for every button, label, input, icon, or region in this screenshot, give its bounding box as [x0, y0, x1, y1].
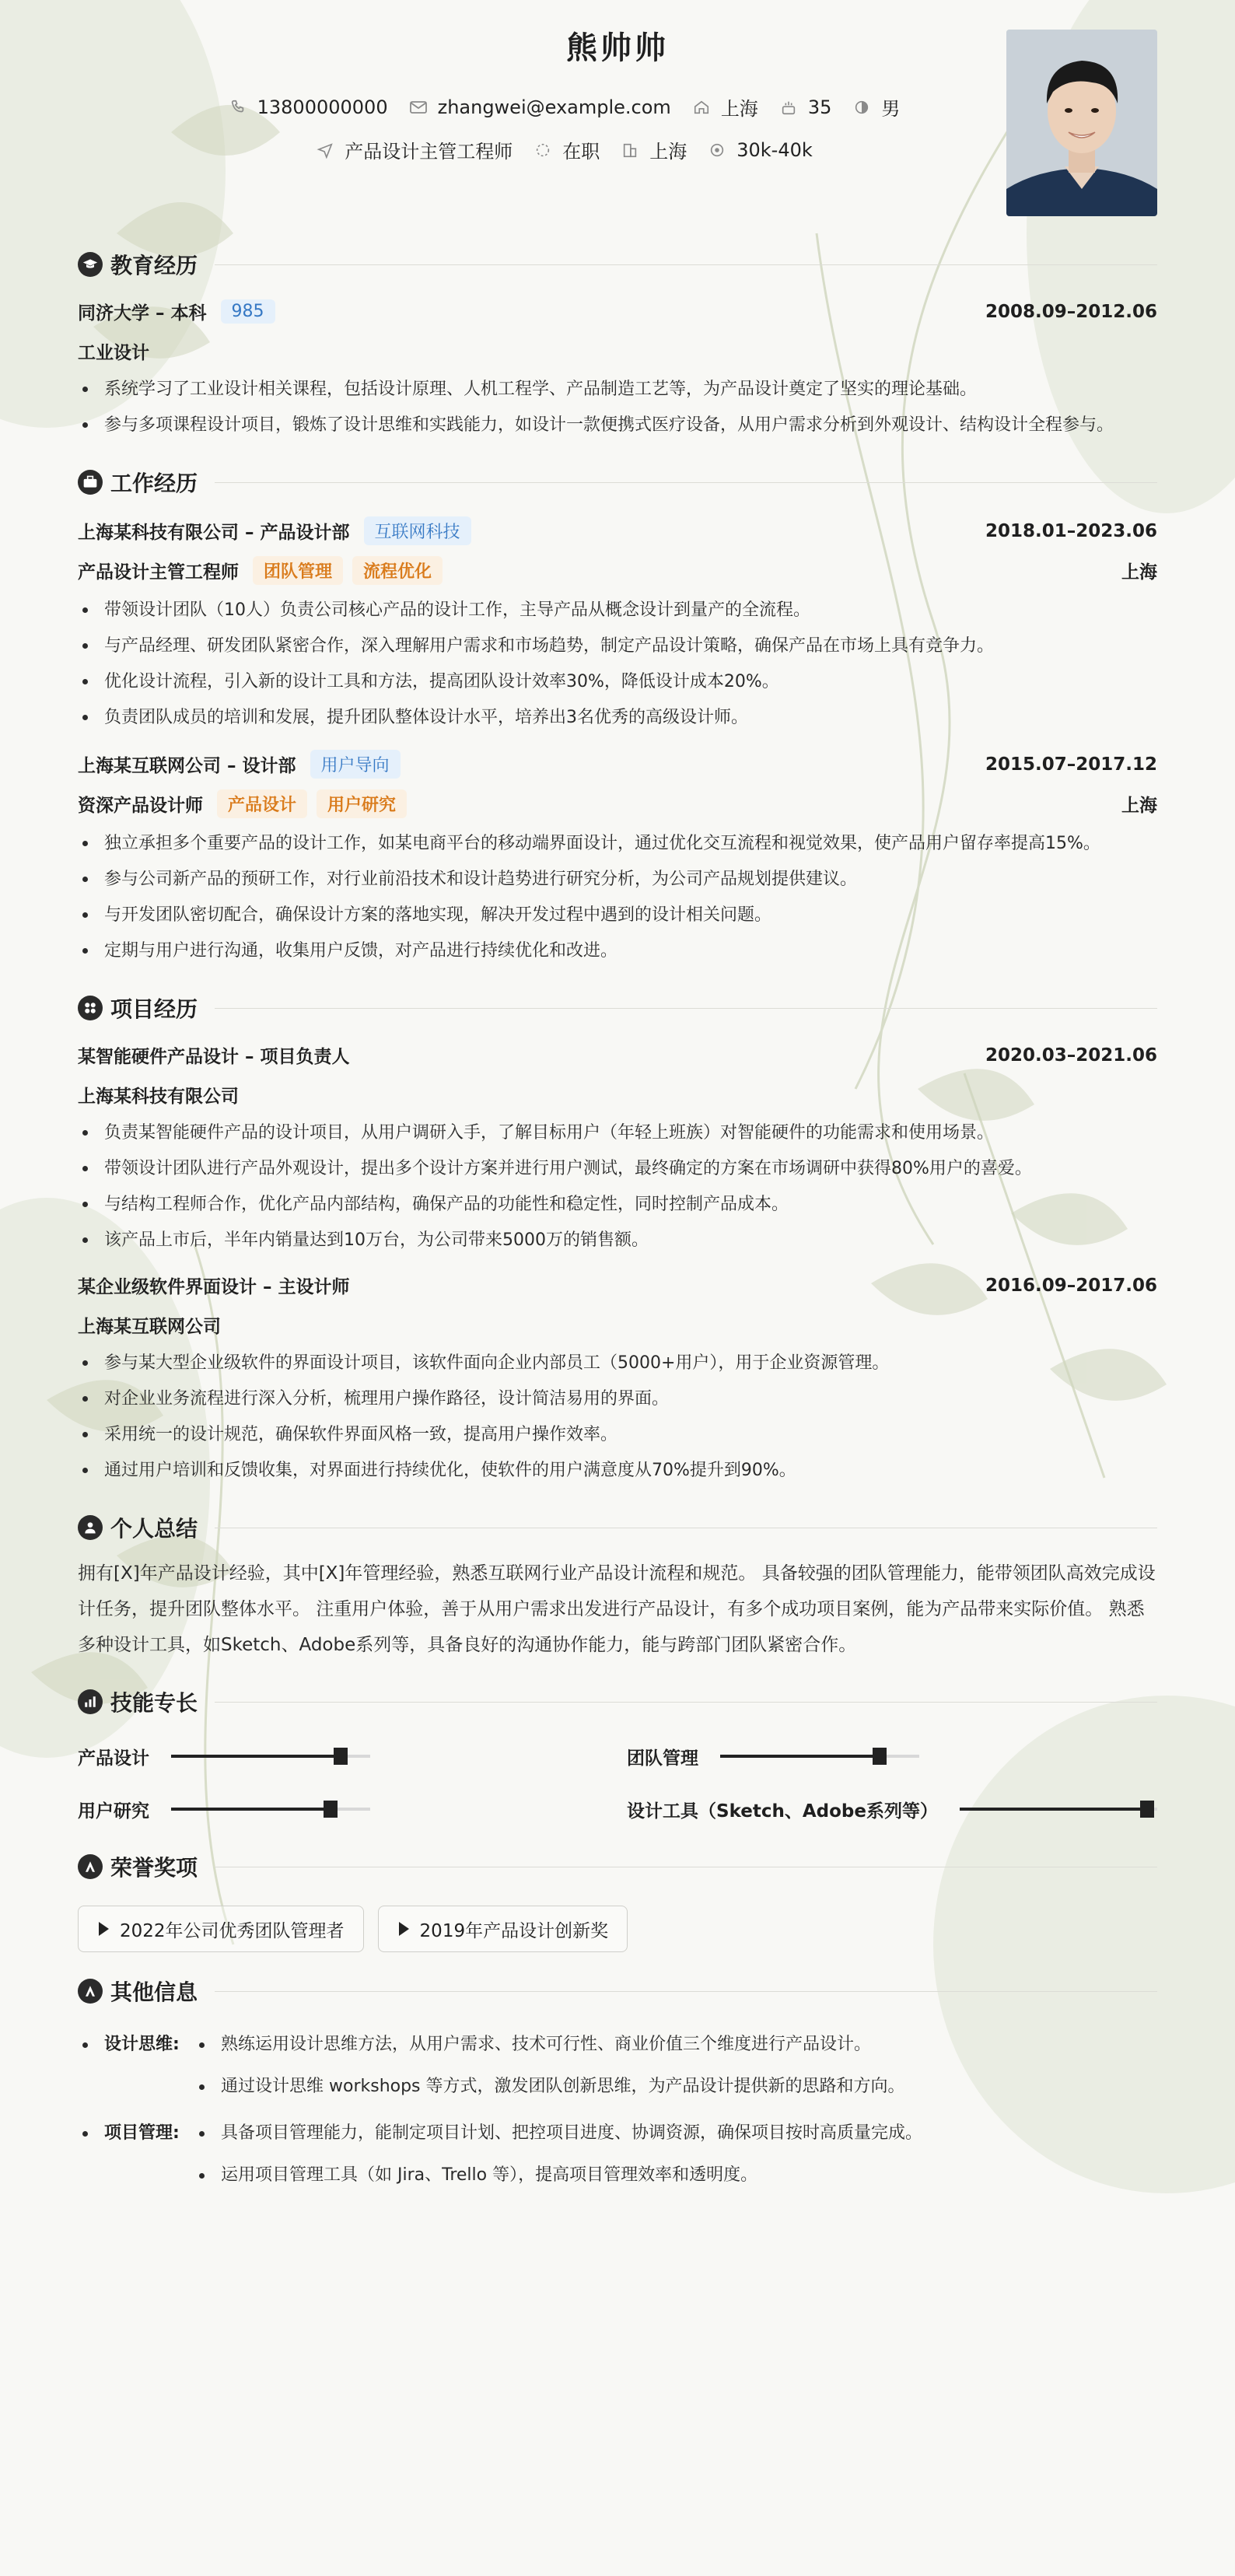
skill-bar	[171, 1808, 370, 1811]
job-role-row	[78, 556, 1157, 585]
school-tag: 985	[221, 299, 275, 324]
role-tag: 团队管理	[253, 556, 343, 585]
list-item: 采用统一的设计规范，确保软件界面风格一致，提高用户操作效率。	[78, 1417, 1157, 1453]
salary-text: 30k-40k	[736, 138, 813, 161]
gender-item	[852, 93, 900, 121]
education-date: 2008.09–2012.06	[985, 301, 1157, 322]
education-row	[78, 299, 1157, 324]
other-group	[78, 2024, 1157, 2108]
coin-icon	[707, 140, 727, 160]
send-icon	[315, 140, 335, 160]
list-item: 系统学习了工业设计相关课程，包括设计原理、人机工程学、产品制造工艺等，为产品设计奠定了坚实的理论基础。	[78, 372, 1157, 408]
awards-title: 荣誉奖项	[110, 1855, 198, 1881]
email-text: zhangwei@example.com	[437, 96, 671, 118]
cake-icon	[778, 97, 799, 117]
skill-name: 设计工具（Sketch、Adobe系列等）	[627, 1801, 938, 1822]
job-company-row	[78, 516, 1157, 545]
list-item: 对企业业务流程进行深入分析，梳理用户操作路径，设计简洁易用的界面。	[78, 1381, 1157, 1417]
gender-icon	[852, 97, 872, 117]
section-divider	[215, 482, 1157, 483]
list-item: 与开发团队密切配合，确保设计方案的落地实现，解决开发过程中遇到的设计相关问题。	[78, 898, 1157, 933]
award-label: 2019年产品设计创新奖	[419, 1920, 609, 1941]
list-item: 独立承担多个重要产品的设计工作，如某电商平台的移动端界面设计，通过优化交互流程和视觉效果，使产品用户留存率提高15%。	[78, 826, 1157, 862]
phone-text: 13800000000	[257, 96, 388, 118]
awards-header	[78, 1843, 1157, 1890]
graduation-cap-icon	[78, 252, 103, 277]
skill-fill	[960, 1808, 1147, 1811]
briefcase-icon	[78, 470, 103, 495]
skill-knob	[324, 1801, 338, 1818]
avatar-photo	[1006, 30, 1157, 216]
candidate-name: 熊帅帅	[566, 30, 669, 66]
skill-item	[78, 1738, 627, 1775]
chart-icon	[78, 1689, 103, 1714]
position-item	[315, 136, 513, 163]
list-item: 带领设计团队（10人）负责公司核心产品的设计工作，主导产品从概念设计到量产的全流程。	[78, 593, 1157, 628]
status-item	[533, 136, 600, 163]
other-label: 设计思维:	[78, 2024, 194, 2108]
list-item: 参与多项课程设计项目，锻炼了设计思维和实践能力，如设计一款便携式医疗设备，从用户需求分析到外观设计、结构设计全程参与。	[78, 408, 1157, 443]
job-bullets	[78, 826, 1157, 969]
gender-text: 男	[881, 98, 901, 120]
list-item: 参与公司新产品的预研工作，对行业前沿技术和设计趋势进行研究分析，为公司产品规划提供建议。	[78, 862, 1157, 898]
awards-list	[78, 1906, 1157, 1952]
project-date: 2020.03–2021.06	[985, 1045, 1157, 1066]
list-item: 带领设计团队进行产品外观设计，提出多个设计方案并进行用户测试，最终确定的方案在市场调研中获得80%用户的喜爱。	[78, 1151, 1157, 1187]
school-name: 同济大学 – 本科	[78, 303, 207, 324]
award-chip	[78, 1906, 364, 1952]
list-item: 与结构工程师合作，优化产品内部结构，确保产品的功能性和稳定性，同时控制产品成本。	[78, 1187, 1157, 1223]
skill-item	[627, 1790, 1157, 1828]
major-name: 工业设计	[78, 343, 149, 363]
skill-bar	[720, 1755, 919, 1758]
skill-name: 用户研究	[78, 1801, 149, 1822]
skills-section	[78, 1678, 1157, 1828]
role-name: 资深产品设计师	[78, 796, 203, 816]
target-city-text: 上海	[649, 141, 687, 163]
salary-item	[707, 139, 813, 161]
other-header	[78, 1968, 1157, 2014]
list-item: 优化设计流程，引入新的设计工具和方法，提高团队设计效率30%，降低设计成本20%。	[78, 664, 1157, 700]
project-row	[78, 1272, 1157, 1298]
skill-bar	[171, 1755, 370, 1758]
list-item: 该产品上市后，半年内销量达到10万台，为公司带来5000万的销售额。	[78, 1223, 1157, 1258]
age-item	[778, 96, 832, 118]
grid-icon	[78, 996, 103, 1020]
skills-header	[78, 1678, 1157, 1725]
job-intent-row	[78, 136, 1050, 163]
skill-knob	[334, 1748, 348, 1765]
award-label: 2022年公司优秀团队管理者	[120, 1920, 345, 1941]
education-header	[78, 241, 1157, 288]
info-icon	[78, 1979, 103, 2004]
education-section	[78, 241, 1157, 443]
email-item	[408, 96, 671, 118]
mail-icon	[408, 97, 429, 117]
awards-section	[78, 1843, 1157, 1952]
role-tag: 流程优化	[352, 556, 443, 585]
list-item: 与产品经理、研发团队紧密合作，深入理解用户需求和市场趋势，制定产品设计策略，确保产品在市场上具有竞争力。	[78, 628, 1157, 664]
company-name: 上海某互联网公司 – 设计部	[78, 756, 296, 776]
skill-item	[627, 1738, 1157, 1775]
work-section	[78, 459, 1157, 969]
skill-knob	[1140, 1801, 1154, 1818]
work-header	[78, 459, 1157, 506]
section-divider	[215, 1008, 1157, 1009]
skill-item	[78, 1790, 627, 1828]
company-name: 上海某科技有限公司 – 产品设计部	[78, 523, 350, 543]
other-label: 项目管理:	[78, 2112, 194, 2196]
projects-section	[78, 985, 1157, 1489]
summary-title: 个人总结	[110, 1516, 198, 1542]
work-title: 工作经历	[110, 471, 198, 496]
age-text: 35	[807, 96, 832, 118]
project-org: 上海某互联网公司	[78, 1317, 221, 1337]
resume-header	[78, 0, 1157, 226]
phone-icon	[228, 97, 248, 117]
list-item: 参与某大型企业级软件的界面设计项目，该软件面向企业内部员工（5000+用户），用于企业资源管理。	[78, 1346, 1157, 1381]
skill-fill	[171, 1808, 331, 1811]
other-group	[78, 2112, 1157, 2196]
project-name: 某企业级软件界面设计 – 主设计师	[78, 1277, 350, 1297]
list-item: 定期与用户进行沟通，收集用户反馈，对产品进行持续优化和改进。	[78, 933, 1157, 969]
list-item: 通过用户培训和反馈收集，对界面进行持续优化，使软件的用户满意度从70%提升到90%。	[78, 1453, 1157, 1489]
education-bullets	[78, 372, 1157, 443]
list-item: 负责某智能硬件产品的设计项目，从用户调研入手，了解目标用户（年轻上班族）对智能硬件的功能需求和使用场景。	[78, 1115, 1157, 1151]
job-date: 2018.01–2023.06	[985, 520, 1157, 541]
skill-fill	[171, 1755, 341, 1758]
job-date: 2015.07–2017.12	[985, 754, 1157, 775]
list-item: 通过设计思维 workshops 等方式，激发团队创新思维，为产品设计提供新的思路和方向。	[194, 2066, 1157, 2108]
project-bullets	[78, 1346, 1157, 1489]
job-location: 上海	[1121, 562, 1157, 583]
skill-name: 产品设计	[78, 1748, 149, 1769]
project-org: 上海某科技有限公司	[78, 1087, 239, 1107]
project-row	[78, 1042, 1157, 1068]
user-icon	[78, 1515, 103, 1540]
projects-header	[78, 985, 1157, 1031]
job-company-row	[78, 750, 1157, 779]
project-bullets	[78, 1115, 1157, 1258]
summary-section	[78, 1504, 1157, 1663]
role-tag: 产品设计	[217, 789, 307, 818]
summary-header	[78, 1504, 1157, 1551]
play-triangle-icon	[99, 1922, 109, 1936]
city-text: 上海	[720, 98, 758, 120]
project-name: 某智能硬件产品设计 – 项目负责人	[78, 1047, 350, 1067]
skill-knob	[873, 1748, 887, 1765]
position-text: 产品设计主管工程师	[345, 141, 513, 163]
job-bullets	[78, 593, 1157, 736]
projects-title: 项目经历	[110, 996, 198, 1022]
summary-text: 拥有[X]年产品设计经验，其中[X]年管理经验，熟悉互联网行业产品设计流程和规范。 具备较强的团队管理能力，能带领团队高效完成设计任务，提升团队整体水平。 注重用户体验，善于从用户需求出发进行产品设计，有多个成功项目案例，能为产品带来实际价值。 熟悉多种设计工具，如Sketch、Adobe系列等，具备良好的沟通协作能力，能与跨部门团队紧密合作。	[78, 1563, 1156, 1655]
other-section	[78, 1968, 1157, 2196]
section-divider	[215, 1702, 1157, 1703]
section-divider	[215, 1991, 1157, 1992]
education-title: 教育经历	[110, 253, 198, 278]
skill-bar	[960, 1808, 1157, 1811]
contact-row	[78, 93, 1050, 121]
job-location: 上海	[1121, 796, 1157, 816]
city-item	[691, 93, 758, 121]
target-city-item	[620, 136, 687, 163]
job-role-row	[78, 789, 1157, 818]
award-chip	[378, 1906, 628, 1952]
other-title: 其他信息	[110, 1979, 198, 2005]
company-tag: 互联网科技	[364, 516, 471, 545]
other-list	[78, 2024, 1157, 2196]
skill-fill	[720, 1755, 880, 1758]
play-triangle-icon	[399, 1922, 409, 1936]
skill-name: 团队管理	[627, 1748, 698, 1769]
award-icon	[78, 1854, 103, 1879]
list-item: 负责团队成员的培训和发展，提升团队整体设计水平，培养出3名优秀的高级设计师。	[78, 700, 1157, 736]
company-tag: 用户导向	[310, 750, 401, 779]
skills-grid	[78, 1738, 1157, 1828]
status-text: 在职	[562, 141, 600, 163]
role-name: 产品设计主管工程师	[78, 562, 239, 583]
section-divider	[215, 264, 1157, 265]
loading-icon	[533, 140, 553, 160]
list-item: 运用项目管理工具（如 Jira、Trello 等），提高项目管理效率和透明度。	[194, 2154, 1157, 2196]
phone-item	[228, 96, 388, 118]
role-tag: 用户研究	[317, 789, 407, 818]
list-item: 具备项目管理能力，能制定项目计划、把控项目进度、协调资源，确保项目按时高质量完成。	[194, 2112, 1157, 2154]
home-icon	[691, 97, 712, 117]
building-icon	[620, 140, 640, 160]
project-date: 2016.09–2017.06	[985, 1275, 1157, 1296]
list-item: 熟练运用设计思维方法，从用户需求、技术可行性、商业价值三个维度进行产品设计。	[194, 2024, 1157, 2066]
skills-title: 技能专长	[110, 1690, 198, 1716]
